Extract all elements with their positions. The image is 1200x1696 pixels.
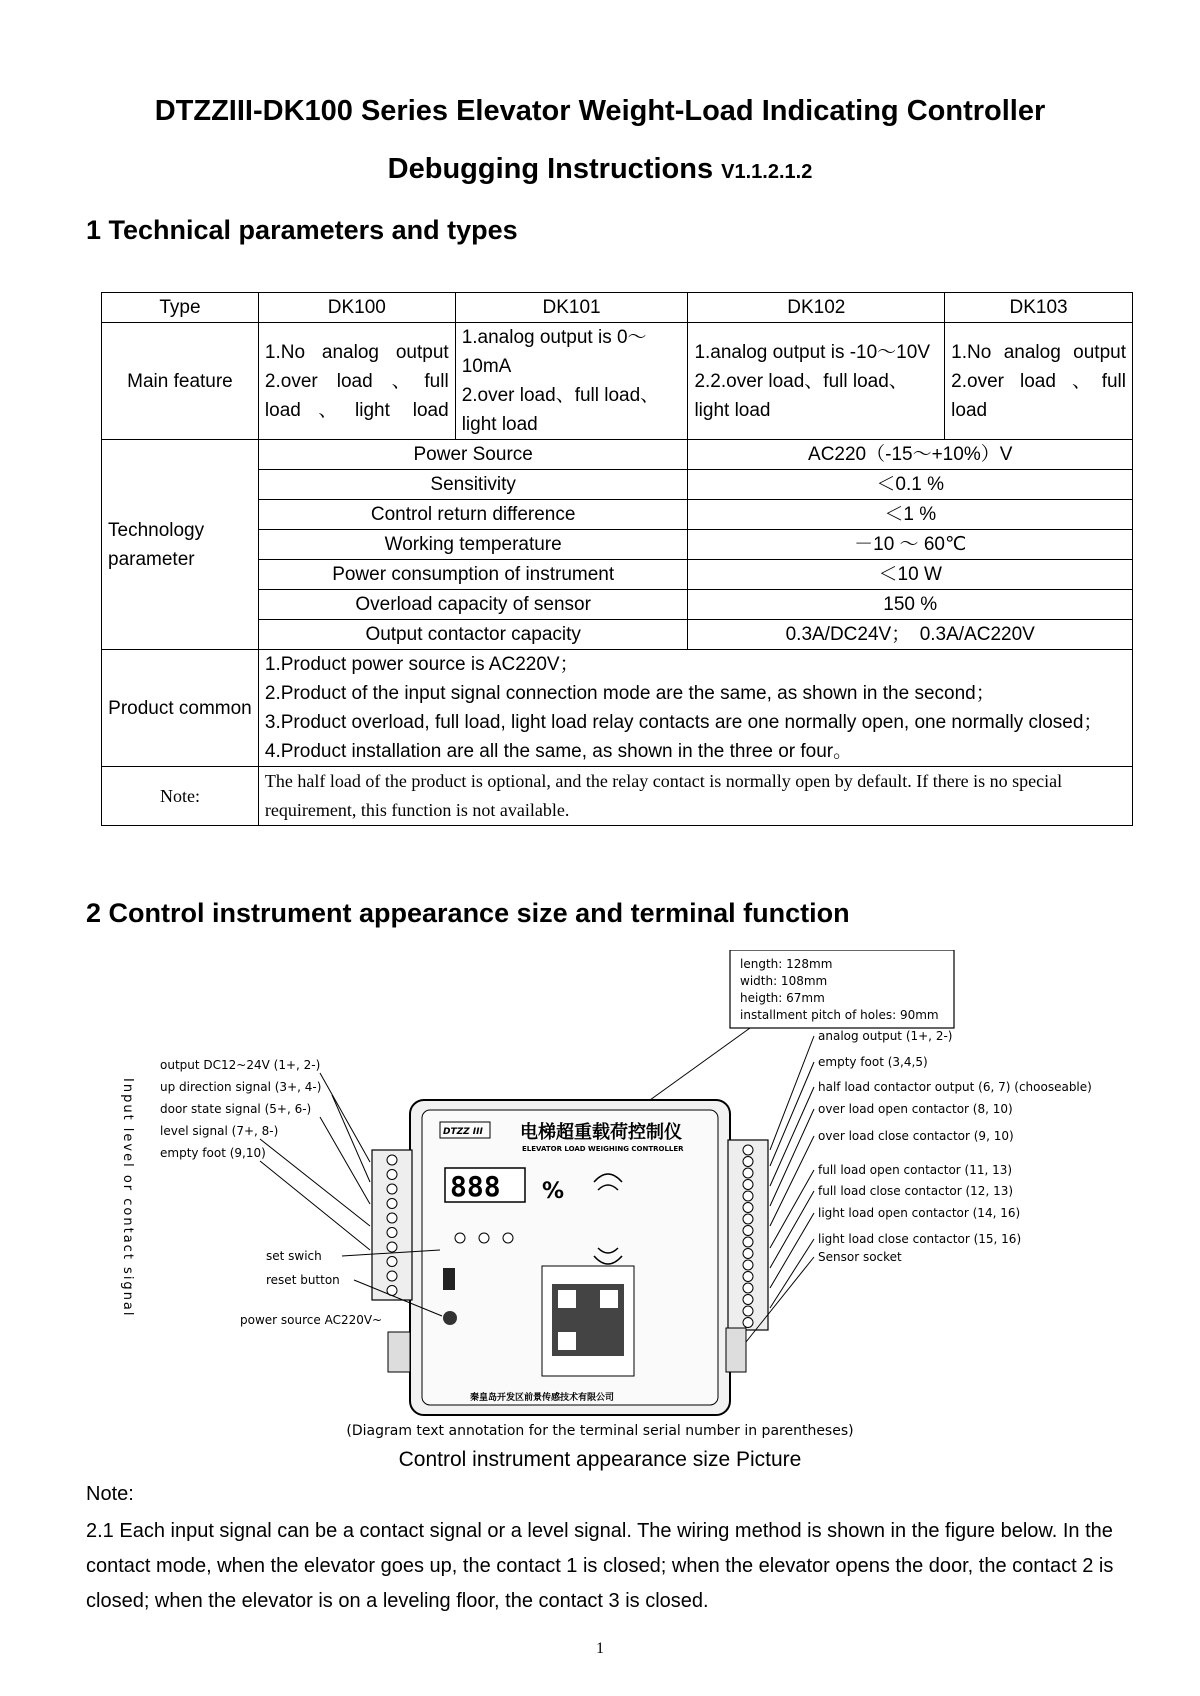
table-header-cell: Type xyxy=(102,293,259,323)
product-common-row xyxy=(102,650,1133,767)
diagram-note: (Diagram text annotation for the terminal serial number in parentheses) xyxy=(346,1423,854,1439)
terminal-screw xyxy=(743,1180,753,1190)
feature-line: 2.over load 、full load、light load xyxy=(264,370,449,421)
feature-cell-dk100 xyxy=(258,323,455,440)
status-light-2 xyxy=(479,1233,489,1243)
figure-caption: Control instrument appearance size Picture xyxy=(398,1448,802,1471)
tech-param-name: Power consumption of instrument xyxy=(258,560,688,590)
terminal-screw xyxy=(743,1226,753,1236)
note-text-cell: The half load of the product is optional, and the relay contact is normally open by default. If there is no special requirement, this function is not available. xyxy=(258,767,1132,826)
manufacturer-cn: 秦皇岛开发区前景传感技术有限公司 xyxy=(470,1393,615,1403)
terminal-screw xyxy=(387,1271,397,1281)
reset-button-label: reset button xyxy=(266,1273,340,1287)
right-label: full load open contactor (11, 13) xyxy=(818,1163,1013,1177)
feature-cell-dk103 xyxy=(945,323,1133,440)
tech-param-value: 0.3A/DC24V； 0.3A/AC220V xyxy=(688,620,1133,650)
terminal-screw xyxy=(387,1170,397,1180)
leader-line xyxy=(770,1213,814,1288)
terminal-screw xyxy=(743,1260,753,1270)
terminal-screw xyxy=(743,1191,753,1201)
leader-line xyxy=(770,1109,814,1206)
section1-heading: 1 Technical parameters and types xyxy=(86,215,518,245)
table-header-cell: DK103 xyxy=(945,293,1133,323)
set-switch xyxy=(443,1268,455,1290)
terminal-screw xyxy=(743,1157,753,1167)
main-feature-label: Main feature xyxy=(102,323,259,440)
document-subtitle: Debugging Instructions xyxy=(387,153,714,185)
tech-param-name: Overload capacity of sensor xyxy=(258,590,688,620)
display-unit: % xyxy=(542,1179,565,1204)
leader-line xyxy=(770,1087,814,1186)
terminal-screw xyxy=(743,1214,753,1224)
right-label: over load open contactor (8, 10) xyxy=(818,1102,1013,1116)
terminal-screw xyxy=(387,1257,397,1267)
table-header-cell: DK101 xyxy=(455,293,688,323)
right-label: light load open contactor (14, 16) xyxy=(818,1206,1021,1220)
right-label: full load close contactor (12, 13) xyxy=(818,1184,1014,1198)
section2-heading: 2 Control instrument appearance size and terminal function xyxy=(86,898,850,928)
tech-param-value: 150 % xyxy=(688,590,1133,620)
left-leader-lines xyxy=(260,1073,370,1250)
dim-pitch: installment pitch of holes: 90mm xyxy=(740,1008,939,1022)
terminal-screw xyxy=(743,1203,753,1213)
qr-corner xyxy=(600,1290,618,1308)
feature-line: 1.No analog output xyxy=(264,341,449,363)
leader-line xyxy=(260,1139,370,1226)
right-label: Sensor socket xyxy=(818,1250,902,1264)
left-label: output DC12~24V (1+, 2-) xyxy=(160,1058,321,1072)
feature-line: 1.analog output is 0～10mA xyxy=(461,327,647,377)
feature-line: 1.No analog output xyxy=(951,341,1126,363)
tech-param-name: Working temperature xyxy=(258,530,688,560)
right-label: empty foot (3,4,5) xyxy=(818,1055,928,1069)
terminal-screw xyxy=(743,1295,753,1305)
tech-param-value: ＜0.1 % xyxy=(688,470,1133,500)
note-label-cell: Note: xyxy=(102,767,259,826)
controller-diagram xyxy=(110,950,1100,1420)
left-label: door state signal (5+, 6-) xyxy=(160,1102,312,1116)
right-label: half load contactor output (6, 7) (chooseable) xyxy=(818,1080,1092,1094)
parameters-table xyxy=(101,292,1133,826)
table-header-cell: DK102 xyxy=(688,293,945,323)
document-title-line1: DTZZIII-DK100 Series Elevator Weight-Load Indicating Controller xyxy=(154,95,1046,127)
terminal-screw xyxy=(743,1306,753,1316)
terminal-screw xyxy=(387,1242,397,1252)
feature-line: 2.over load、full load、light load xyxy=(461,385,660,435)
leader-line xyxy=(770,1191,814,1268)
left-vertical-label: Input level or contact signal xyxy=(120,1078,135,1318)
qr-corner xyxy=(558,1332,576,1350)
leader-line xyxy=(332,1095,370,1182)
terminal-screw xyxy=(387,1228,397,1238)
set-switch-label: set swich xyxy=(266,1249,322,1263)
leader-line xyxy=(770,1036,814,1150)
power-socket xyxy=(388,1332,410,1372)
tech-param-name: Power Source xyxy=(258,440,688,470)
power-source-label: power source AC220V~ xyxy=(240,1313,383,1327)
dim-leader-line xyxy=(650,1028,750,1100)
dim-height: heigth: 67mm xyxy=(740,991,825,1005)
terminal-screw xyxy=(387,1155,397,1165)
feature-cell-dk102 xyxy=(688,323,945,440)
qr-corner xyxy=(558,1290,576,1308)
feature-line: 1.analog output is -10～10V xyxy=(694,341,930,363)
common-line: 4.Product installation are all the same, as shown in the three or four。 xyxy=(264,741,853,762)
tech-param-name: Sensitivity xyxy=(258,470,688,500)
status-light-1 xyxy=(455,1233,465,1243)
feature-line: 2.2.over load、full load、light load xyxy=(694,370,908,421)
terminal-screw xyxy=(387,1184,397,1194)
terminal-screw xyxy=(743,1237,753,1247)
right-label: light load close contactor (15, 16) xyxy=(818,1232,1022,1246)
tech-param-value: ＜1 % xyxy=(688,500,1133,530)
note-row xyxy=(102,767,1133,826)
tech-param-name: Output contactor capacity xyxy=(258,620,688,650)
terminal-screw xyxy=(743,1168,753,1178)
note-paragraph: 2.1 Each input signal can be a contact signal or a level signal. The wiring method is shown in the figure below. In the contact mode, when the elevator goes up, the contact 1 is closed; when the elevator opens the door, the contact 2 is closed; when the elevator is on a leveling floor, the contact 3 is closed. xyxy=(86,1520,1114,1612)
dim-length: length: 128mm xyxy=(740,957,833,971)
product-common-cell xyxy=(258,650,1132,767)
note-label: Note: xyxy=(86,1483,134,1505)
left-label: up direction signal (3+, 4-) xyxy=(160,1080,322,1094)
tech-label: Technology parameter xyxy=(102,440,259,650)
brand-text: DTZZ III xyxy=(443,1127,483,1137)
left-label: empty foot (9,10) xyxy=(160,1146,266,1160)
right-label: over load close contactor (9, 10) xyxy=(818,1129,1014,1143)
terminal-screw xyxy=(743,1318,753,1328)
tech-param-value: AC220（-15～+10%）V xyxy=(688,440,1133,470)
device-title-en: ELEVATOR LOAD WEIGHING CONTROLLER xyxy=(522,1145,684,1153)
terminal-screw xyxy=(743,1283,753,1293)
sensor-socket xyxy=(726,1328,746,1372)
version-label: V1.1.2.1.2 xyxy=(721,161,813,183)
right-labels xyxy=(818,1029,1092,1264)
left-label: level signal (7+, 8-) xyxy=(160,1124,279,1138)
tech-row xyxy=(102,440,1133,470)
leader-line xyxy=(320,1117,370,1204)
terminal-screw xyxy=(743,1145,753,1155)
left-labels xyxy=(160,1058,321,1160)
leader-line xyxy=(770,1239,814,1308)
terminal-screw xyxy=(387,1213,397,1223)
table-header-row xyxy=(102,293,1133,323)
common-line: 2.Product of the input signal connection mode are the same, as shown in the second； xyxy=(264,683,995,704)
dim-width: width: 108mm xyxy=(740,974,828,988)
page-number: 1 xyxy=(596,1640,604,1657)
right-label: analog output (1+, 2-) xyxy=(818,1029,953,1043)
terminal-screw xyxy=(743,1249,753,1259)
tech-param-value: ＜10 W xyxy=(688,560,1133,590)
common-line: 3.Product overload, full load, light load relay contacts are one normally open, one normally closed； xyxy=(264,712,1103,733)
tech-param-name: Control return difference xyxy=(258,500,688,530)
feature-cell-dk101 xyxy=(455,323,688,440)
leader-line xyxy=(320,1073,370,1162)
display-digits: 888 xyxy=(450,1170,501,1203)
common-line: 1.Product power source is AC220V； xyxy=(264,654,579,675)
status-light-3 xyxy=(503,1233,513,1243)
product-common-label: Product common xyxy=(102,650,259,767)
reset-button xyxy=(443,1311,457,1325)
tech-param-value: －10 ～ 60℃ xyxy=(688,530,1133,560)
terminal-screw xyxy=(743,1272,753,1282)
main-feature-row xyxy=(102,323,1133,440)
table-header-cell: DK100 xyxy=(258,293,455,323)
document-title-line2 xyxy=(0,153,1200,186)
feature-line: 2.over load 、full load xyxy=(951,370,1126,421)
device-title-cn: 电梯超重载荷控制仪 xyxy=(520,1122,682,1143)
terminal-screw xyxy=(387,1199,397,1209)
